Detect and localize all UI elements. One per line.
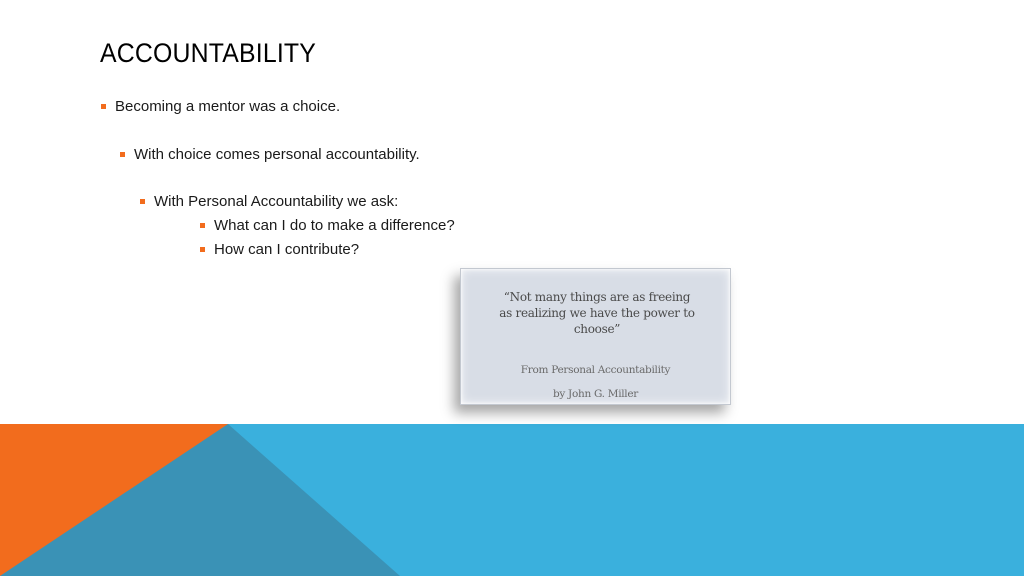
bullet-text: How can I contribute? [214,241,360,258]
decorative-footer-band [0,424,1024,576]
bullet-text: With choice comes personal accountability. [134,146,420,163]
bullet-text: What can I do to make a difference? [214,217,455,234]
bullet-level-1 [101,98,340,115]
bullet-text: With Personal Accountability we ask: [154,193,399,210]
bullet-level-2 [120,146,420,163]
bullet-square-icon [120,152,125,157]
bullet-square-icon [200,223,205,228]
bullet-level-4 [200,241,359,258]
slide-title: ACCOUNTABILITY [100,38,317,68]
quote-source: From Personal Accountability [520,364,671,376]
bullet-square-icon [140,199,145,204]
bullet-square-icon [101,104,106,109]
bullet-text: Becoming a mentor was a choice. [115,98,341,115]
bullet-square-icon [200,247,205,252]
quote-card [460,268,731,405]
quote-author: by John G. Miller [552,388,639,400]
bullet-level-4 [200,217,455,234]
quote-text: “Not many things are as freeing as realizing we have the power to choose” [499,290,695,336]
bullet-level-3 [140,193,398,210]
